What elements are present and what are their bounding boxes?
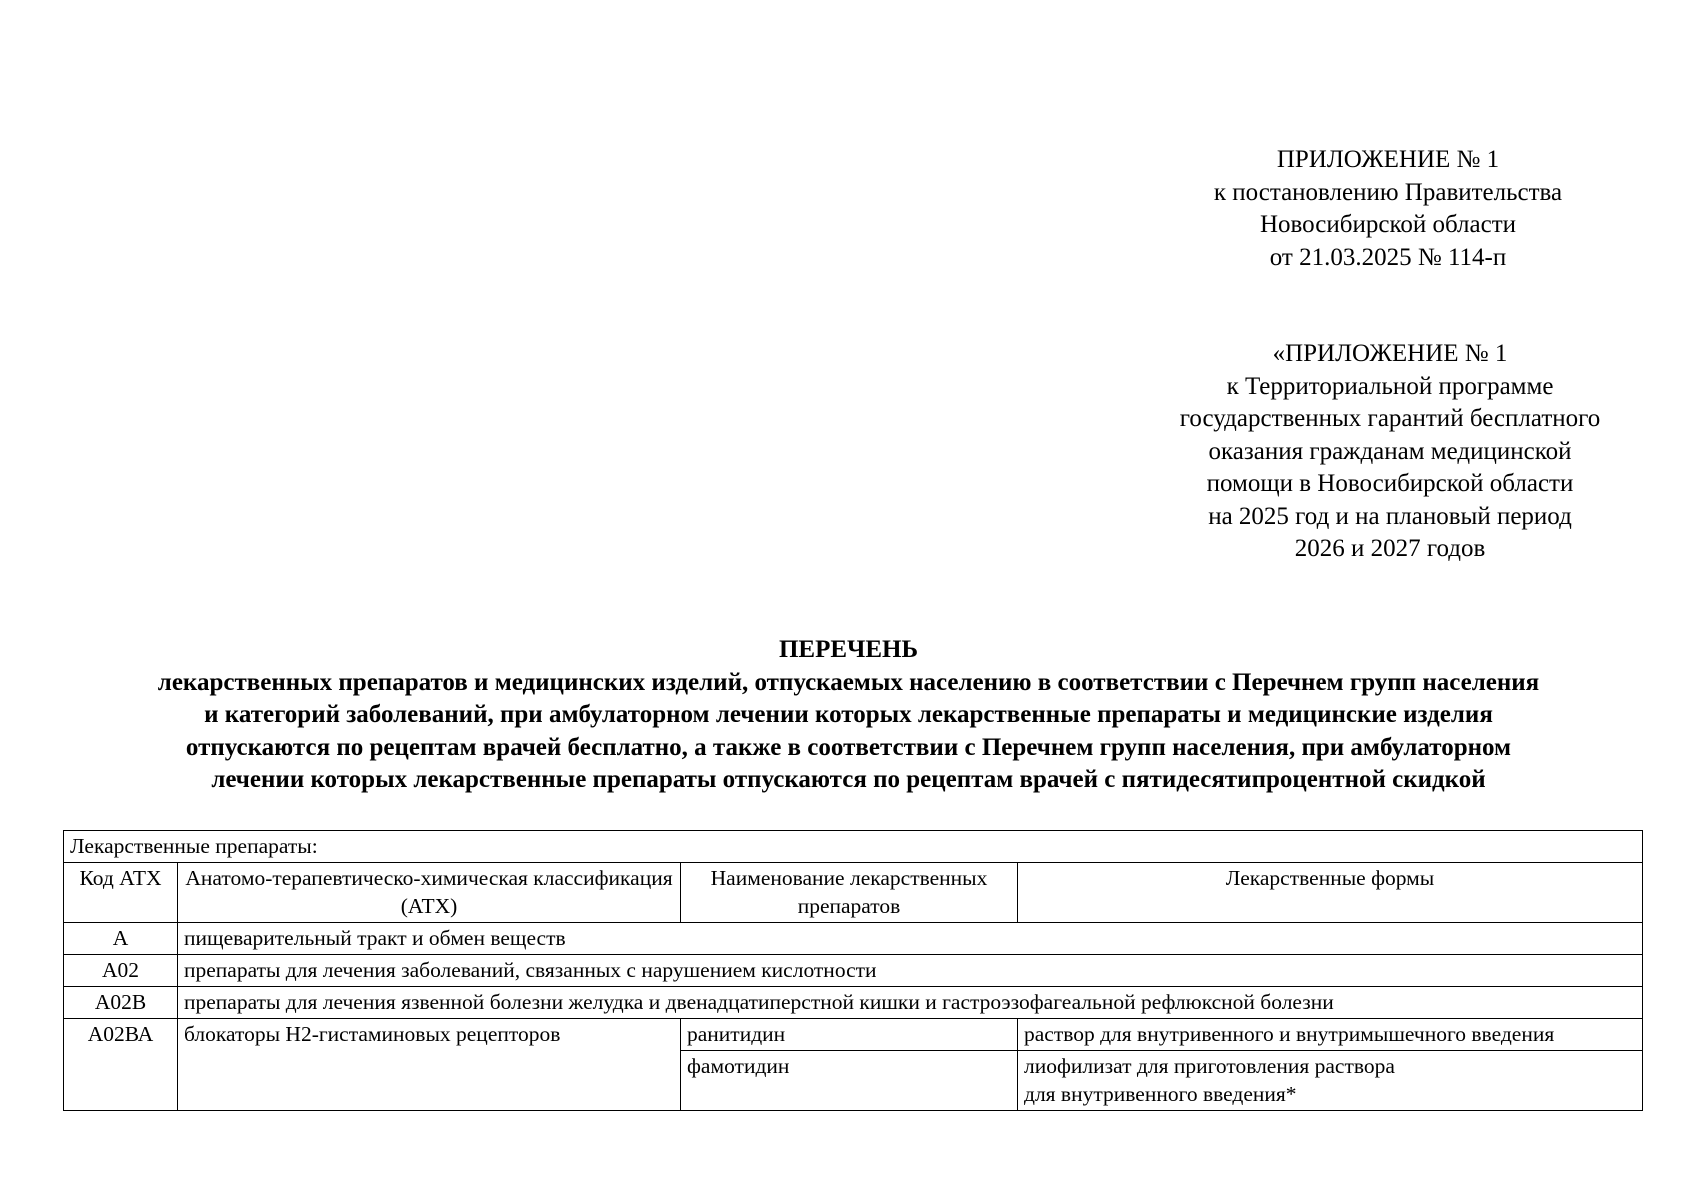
drug-list-table bbox=[63, 830, 1643, 1111]
header-atc: Анатомо-терапевтическо-химическая классификация (АТХ) bbox=[178, 863, 681, 923]
section-label: Лекарственные препараты: bbox=[64, 831, 1643, 863]
drug-name: ранитидин bbox=[681, 1019, 1018, 1051]
decree-appendix-line: ПРИЛОЖЕНИЕ № 1 bbox=[1276, 146, 1500, 173]
atc-description: препараты для лечения заболеваний, связанных с нарушением кислотности bbox=[178, 955, 1643, 987]
atc-description: блокаторы Н2-гистаминовых рецепторов bbox=[178, 1019, 681, 1111]
dosage-form bbox=[1018, 1051, 1643, 1111]
document-title bbox=[40, 634, 1657, 797]
program-appendix-line: оказания гражданам медицинской bbox=[1208, 437, 1572, 465]
atc-code: А02В bbox=[64, 987, 178, 1019]
header-code: Код АТХ bbox=[64, 863, 178, 923]
decree-appendix-header bbox=[1148, 144, 1628, 274]
table-row bbox=[64, 923, 1643, 955]
decree-appendix-line: к постановлению Правительства bbox=[1213, 178, 1563, 206]
header-dosage-forms: Лекарственные формы bbox=[1018, 863, 1643, 923]
atc-description: пищеварительный тракт и обмен веществ bbox=[178, 923, 1643, 955]
atc-code: А02 bbox=[64, 955, 178, 987]
dosage-form-line: лиофилизат для приготовления раствора bbox=[1024, 1054, 1395, 1078]
header-drug-name: Наименование лекарственных препаратов bbox=[681, 863, 1018, 923]
table-row bbox=[64, 987, 1643, 1019]
title-line: отпускаются по рецептам врачей бесплатно, а также в соответствии с Перечнем групп населения, при амбулаторном bbox=[185, 733, 1512, 761]
table-row bbox=[64, 1019, 1643, 1051]
program-appendix-line: к Территориальной программе bbox=[1226, 372, 1554, 400]
dosage-form: раствор для внутривенного и внутримышечного введения bbox=[1018, 1019, 1643, 1051]
drug-name: фамотидин bbox=[681, 1051, 1018, 1111]
program-appendix-line: «ПРИЛОЖЕНИЕ № 1 bbox=[1272, 340, 1508, 367]
title-line: лечении которых лекарственные препараты отпускаются по рецептам врачей с пятидесятипроцентной скидкой bbox=[211, 766, 1486, 793]
table-header-row bbox=[64, 863, 1643, 923]
program-appendix-line: помощи в Новосибирской области bbox=[1206, 470, 1574, 497]
table-section-row bbox=[64, 831, 1643, 863]
program-appendix-line: на 2025 год и на плановый период bbox=[1208, 502, 1572, 530]
decree-appendix-line: от 21.03.2025 № 114-п bbox=[1269, 243, 1507, 271]
atc-code: А02ВА bbox=[64, 1019, 178, 1111]
atc-description: препараты для лечения язвенной болезни желудка и двенадцатиперстной кишки и гастроэзофагеальной рефлюксной болезни bbox=[178, 987, 1643, 1019]
title-line: лекарственных препаратов и медицинских изделий, отпускаемых населению в соответствии с Перечнем групп населения bbox=[157, 668, 1540, 696]
table-row bbox=[64, 955, 1643, 987]
decree-appendix-line: Новосибирской области bbox=[1259, 211, 1517, 238]
dosage-form-line: для внутривенного введения* bbox=[1024, 1082, 1297, 1106]
program-appendix-line: государственных гарантий бесплатного bbox=[1179, 405, 1601, 432]
title-heading: ПЕРЕЧЕНЬ bbox=[778, 636, 919, 663]
atc-code: А bbox=[64, 923, 178, 955]
program-appendix-header bbox=[1110, 338, 1670, 566]
program-appendix-line: 2026 и 2027 годов bbox=[1294, 535, 1486, 562]
title-line: и категорий заболеваний, при амбулаторном лечении которых лекарственные препараты и медицинские изделия bbox=[204, 701, 1493, 728]
